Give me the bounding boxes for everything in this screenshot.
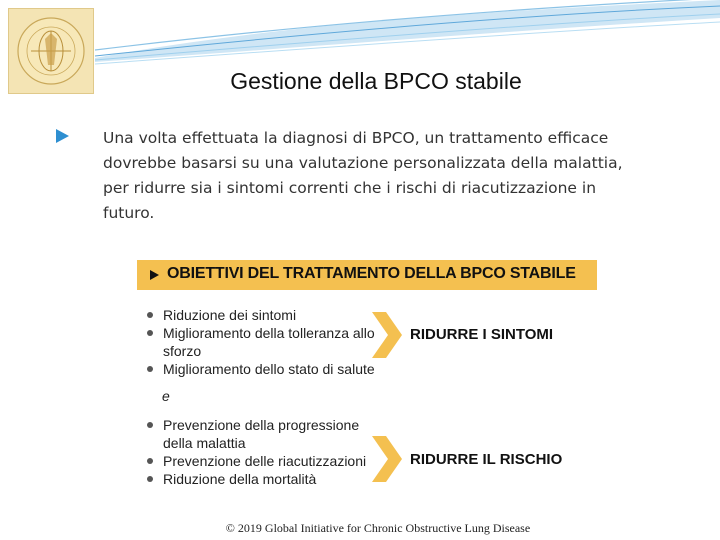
intro-bullet-text: Una volta effettuata la diagnosi di BPCO, un trattamento efficace dovrebbe basarsi su una valutazione personalizzata della malattia, per ridurre sia i sintomi correnti che i rischi di riacutizzazione in futuro.	[103, 129, 623, 222]
bullet-dot-icon	[147, 458, 153, 464]
list-item: Prevenzione delle riacutizzazioni	[147, 452, 377, 470]
chevron-right-icon	[372, 436, 402, 482]
bullet-arrow-icon	[56, 129, 69, 143]
intro-bullet	[82, 126, 642, 226]
list-item: Miglioramento della tolleranza allo sforzo	[147, 324, 377, 360]
objectives-header-bar	[137, 260, 597, 290]
goal-reduce-risk: RIDURRE IL RISCHIO	[410, 451, 563, 468]
bullet-dot-icon	[147, 476, 153, 482]
bullet-dot-icon	[147, 422, 153, 428]
chevron-right-icon	[372, 312, 402, 358]
list-item: Miglioramento dello stato di salute	[147, 360, 377, 378]
objectives-header-text: OBIETTIVI DEL TRATTAMENTO DELLA BPCO STABILE	[167, 265, 576, 282]
header-swoosh-decoration	[0, 0, 720, 70]
slide-title: Gestione della BPCO stabile	[230, 68, 522, 94]
bullet-dot-icon	[147, 312, 153, 318]
play-arrow-icon	[150, 270, 159, 280]
symptoms-objectives-list	[147, 306, 377, 378]
list-item: Riduzione della mortalità	[147, 470, 377, 488]
list-item: Prevenzione della progressione della malattia	[147, 416, 377, 452]
risk-objectives-list	[147, 416, 377, 488]
connector-e: e	[162, 388, 170, 404]
bullet-dot-icon	[147, 366, 153, 372]
list-item: Riduzione dei sintomi	[147, 306, 377, 324]
copyright-footer: © 2019 Global Initiative for Chronic Obstructive Lung Disease	[225, 521, 531, 535]
bullet-dot-icon	[147, 330, 153, 336]
goal-reduce-symptoms: RIDURRE I SINTOMI	[410, 326, 554, 343]
